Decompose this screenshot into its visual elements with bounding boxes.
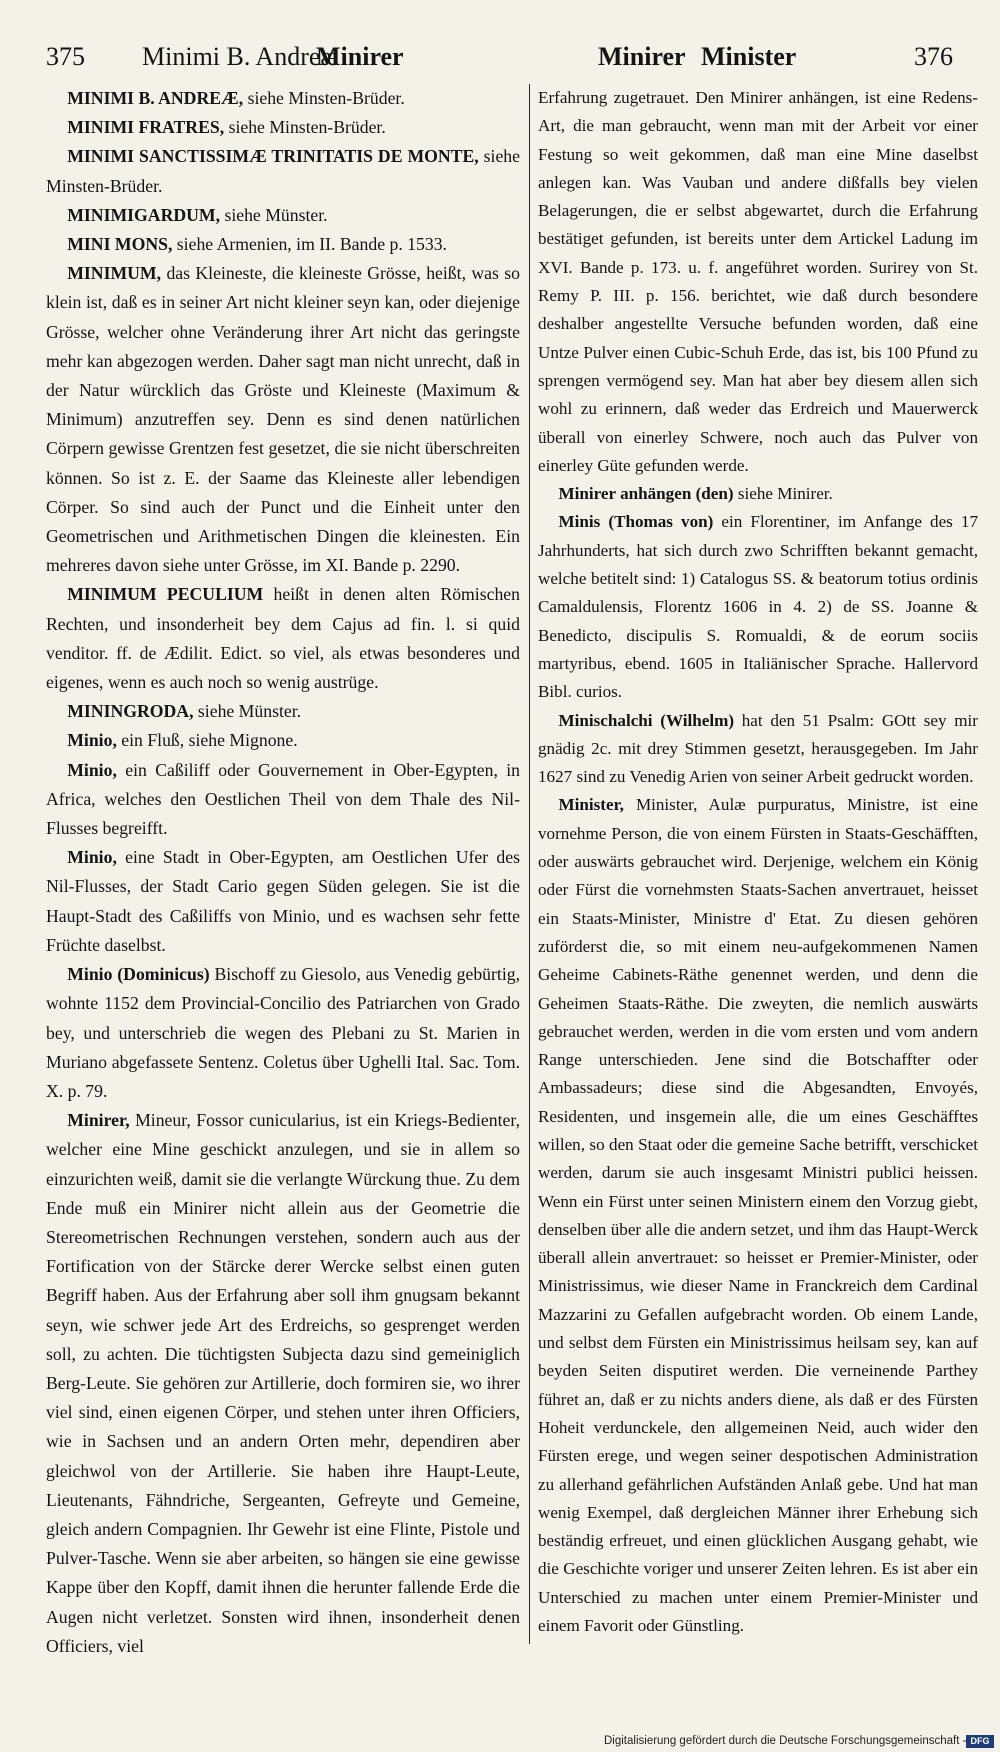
left-column-entry	[46, 580, 520, 697]
left-column-entry	[46, 726, 520, 755]
entry-headword: MINIMI FRATRES,	[67, 117, 225, 138]
entry-headword: MINIMUM PECULIUM	[67, 584, 264, 605]
right-column	[538, 84, 978, 1678]
entry-text: Erfahrung zugetrauet. Den Minirer anhängen, ist eine Redens-Art, die man gebraucht, wenn man mit der Arbeit vor einer Festung so weit gekommen, daß man eine Mine daselbst anlegen kan. Was Vauban und andere dißfalls bey vielen Belagerungen, die er selbst abgewartet, durch die Erfahrung bestätiget gefunden, ist bereits unter dem Artickel Ladung im XVI. Bande p. 173. u. f. angeführet worden. Surirey von St. Remy P. III. p. 156. berichtet, wie daß durch besondere deshalber angestellte Versuche befunden worden, daß eine Untze Pulver einen Cubic-Schuh Erde, das ist, bis 100 Pfund zu sprengen vermögend sey. Man hat aber bey diesem allen sich wohl zu erinnern, daß weder das Erdreich und Mauerwerck überall von einerley Schwere, noch auch das Pulver von einerley Güte gefunden werde.	[538, 88, 978, 475]
left-column	[46, 84, 520, 1678]
left-column-entry	[46, 259, 520, 580]
entry-text: hat den 51 Psalm: GOtt sey mir gnädig 2c. mit drey Stimmen gesetzt, herausgegeben. Im Jahr 1627 sind zu Venedig Arien von seiner Arbeit gedruckt worden.	[538, 710, 978, 787]
right-column-entry	[538, 791, 978, 1640]
digitization-credit: Digitalisierung gefördert durch die Deutsche Forschungsgemeinschaft -	[604, 1735, 967, 1747]
entry-headword: Minio (Dominicus)	[67, 964, 210, 985]
entry-text: eine Stadt in Ober-Egypten, am Oestlichen Ufer des Nil-Flusses, der Stadt Cario gegen Süden gelegen. Sie ist die Haupt-Stadt des Caßiliffs von Minio, und es wachsen sehr fette Früchte daselbst.	[46, 847, 520, 955]
left-column-entry	[46, 1106, 520, 1661]
entry-headword: Minio,	[67, 847, 117, 868]
entry-headword: MINIMI SANCTISSIMÆ TRINITATIS DE MONTE,	[67, 146, 479, 167]
entry-headword: Minis (Thomas von)	[558, 512, 714, 532]
entry-headword: MINI MONS,	[67, 234, 173, 255]
left-column-entry	[46, 843, 520, 960]
left-column-entry	[46, 230, 520, 259]
entry-headword: Minio,	[67, 759, 117, 780]
dfg-logo: DFG	[966, 1735, 994, 1748]
right-page-number: 376	[914, 42, 953, 71]
left-column-entry	[46, 960, 520, 1106]
entry-text: Bischoff zu Giesolo, aus Venedig gebürtig, wohnte 1152 dem Provincial-Concilio des Patriarchen von Grado bey, und unterschrieb die wegen des Plebani zu St. Marien in Muriano abgefassete Sentenz. Coletus über Ughelli Ital. Sac. Tom. X. p. 79.	[46, 964, 520, 1101]
left-column-entry	[46, 201, 520, 230]
left-column-entry	[46, 142, 520, 200]
left-running-title: Minimi B. Andreæ	[142, 42, 338, 71]
entry-headword: Minirer anhängen (den)	[558, 484, 734, 504]
entry-headword: Minischalchi (Wilhelm)	[558, 710, 735, 730]
entry-headword: Minister,	[558, 795, 624, 815]
entry-text: heißt in denen alten Römischen Rechten, und insonderheit bey dem Cajus ad fin. l. si quid venditor. ff. de Ædilit. Edict. so viel, als etwas besonderes und eigenes, wenn es auch noch so wenig austrüge.	[46, 584, 520, 693]
left-column-entry	[46, 756, 520, 844]
entry-text: ein Fluß, siehe Mignone.	[116, 730, 298, 751]
entry-text: Minister, Aulæ purpuratus, Ministre, ist eine vornehme Person, die von einem Fürsten in Staats-Geschäfften, oder auswärts gebrauchet wird. Derjenige, welchem ein König oder Fürst die vornehmsten Staats-Sachen anvertrauet, heisset ein Staats-Minister, Ministre d' Etat. Zu diesen gehören zuförderst die, so mit einem neu-aufgekommenen Namen Geheime Cabinets-Räthe genennet werden, und denn die Geheimen Staats-Räthe. Die zweyten, die nemlich auswärts gebrauchet werden, werden in die vom ersten und vom andern Range unterschieden. Jene sind die Botschaffter oder Ambassadeurs; diese sind die Abgesandten, Envoyés, Residenten, und insgemein alle, die um eines Geschäfftes willen, so den Staat oder die gemeine Sache betrifft, verschicket werden, darum sie auch insgesamt Ministri publici heissen. Wenn ein Fürst unter seinen Ministern einem den Vorzug giebt, denselben über alle die andern setzet, und ihm das Haupt-Werck überall allein anvertrauet: so heisset er Premier-Minister, oder Ministrissimus, wie dieser Name in Franckreich dem Cardinal Mazzarini zu Gefallen aufgebracht worden. Ob einem Lande, und selbst dem Fürsten ein Ministrissimus heilsam sey, kan auf beyden Seiten disputiret werden. Die verneinende Parthey führet an, daß er zu nichts anders diene, als daß er des Fürsten Hoheit verdunckele, den allgemeinen Neid, auch wider den Fürsten erege, und wegen seiner despotischen Administration zu allerhand gefährlichen Aufständen Anlaß gebe. Und hat man wenig Exempel, daß dergleichen Männer ihrer Erhebung sich beständig erfreuet, und einen glücklichen Ausgang gehabt, wie die Geschichte voriger und unserer Zeiten lehren. Es ist aber ein Unterschied zu machen unter einem Premier-Minister und einem Favorit oder Günstling.	[538, 795, 978, 1636]
left-page-number: 375	[46, 42, 85, 71]
entry-headword: Minio,	[67, 730, 117, 751]
entry-text: siehe Münster.	[220, 204, 328, 225]
entry-text: siehe Armenien, im II. Bande p. 1533.	[172, 234, 447, 255]
entry-headword: MINIMIGARDUM,	[67, 204, 221, 225]
entry-text: siehe Minsten-Brüder.	[243, 88, 405, 108]
right-catchword-2: Minister	[701, 42, 797, 71]
entry-headword: MINIMUM,	[67, 263, 162, 284]
entry-text: siehe Minirer.	[733, 484, 833, 504]
right-column-entry	[538, 707, 978, 792]
right-column-entry	[538, 508, 978, 706]
right-column-entry	[538, 84, 978, 480]
right-column-entry	[538, 480, 978, 508]
left-column-entry	[46, 84, 520, 113]
entry-text: ein Caßiliff oder Gouvernement in Ober-Egypten, in Africa, welches den Oestlichen Theil von dem Thale des Nil-Flusses begreifft.	[46, 759, 520, 839]
page-header	[46, 42, 980, 76]
entry-headword: MININGRODA,	[67, 701, 194, 722]
entry-text: siehe Minsten-Brüder.	[224, 117, 386, 138]
entry-text: das Kleineste, die kleineste Grösse, heißt, was so klein ist, daß es in seiner Art nicht kleiner seyn kan, oder diejenige Grösse, welcher ohne Veränderung ihrer Art nicht das geringste mehr kan abgezogen werden. Daher sagt man nicht unrecht, daß in der Natur würcklich das Gröste und Kleineste (Maximum & Minimum) anzutreffen sey. Denn es sind denen natürlichen Cörpern gewisse Grentzen fest gesetzet, die sie nicht überschreiten können. So ist z. E. der Saame das Kleineste aller lebendigen Cörper. So sind auch der Punct und die Einheit unter den Geometrischen und Arithmetischen Dingen die kleinesten. Ein mehreres davon siehe unter Grösse, im XI. Bande p. 2290.	[46, 263, 520, 576]
entry-text: siehe Minsten-Brüder.	[46, 146, 520, 196]
entry-text: Mineur, Fossor cunicularius, ist ein Kriegs-Bedienter, welcher eine Mine geschickt anzulegen, und sie in allem so einzurichten weiß, damit sie die verlangte Würckung thue. Zu dem Ende muß ein Minirer nicht allein aus der Geometrie die Stereometrischen Rechnungen verstehen, sondern auch aus der Fortification von der Stärcke derer Wercke selbst einen guten Begriff haben. Aus der Erfahrung aber soll ihm gnugsam bekannt seyn, wie schwer jede Art des Erdreichs, so gesprenget werden soll, zu achten. Die tüchtigsten Subjecta dazu sind gemeiniglich Berg-Leute. Sie gehören zur Artillerie, doch formiren sie, wo ihrer viel sind, einen eigenen Cörper, und stehen unter ihren Officiers, wie in Sachsen und an andern Orten mehr, dependiren aber gleichwol von der Artillerie. Sie haben ihre Haupt-Leute, Lieutenants, Fähndriche, Sergeanten, Gefreyte und Gemeine, gleich andern Compagnien. Ihr Gewehr ist eine Flinte, Pistole und Pulver-Tasche. Wenn sie aber arbeiten, so hängen sie eine gewisse Kappe über den Kopff, damit ihnen die herunter fallende Erde die Augen nicht verletzet. Sonsten wird ihnen, insonderheit denen Officiers, viel	[46, 1110, 520, 1656]
left-column-entry	[46, 113, 520, 142]
column-divider	[529, 84, 530, 1644]
entry-headword: MINIMI B. ANDREÆ,	[67, 88, 244, 108]
entry-headword: Minirer,	[67, 1110, 130, 1131]
right-catchword-1: Minirer	[598, 42, 686, 71]
left-column-entry	[46, 697, 520, 726]
entry-text: ein Florentiner, im Anfange des 17 Jahrhunderts, hat sich durch zwo Schrifften bekannt gemacht, welche betitelt sind: 1) Catalogus SS. & beatorum totius ordinis Camaldulensis, Florentz 1606 in 4. 2) de SS. Joanne & Benedicto, discipulis S. Romualdi, & de eorum sociis martyribus, ebend. 1605 in Italiänischer Sprache. Hallervord Bibl. curios.	[538, 512, 978, 702]
left-catchword: Minirer	[316, 42, 404, 71]
entry-text: siehe Münster.	[193, 701, 302, 722]
